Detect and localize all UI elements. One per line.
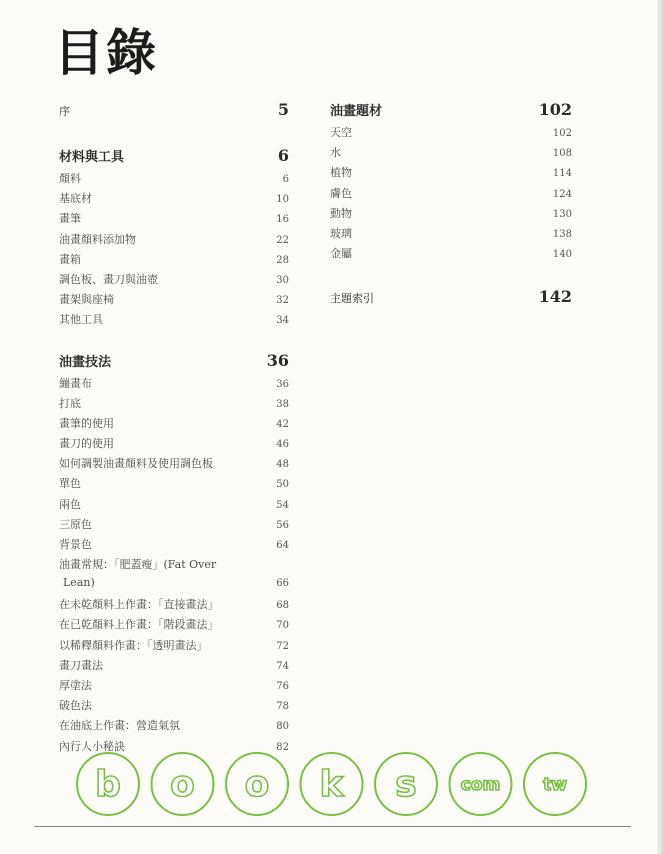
toc-entry[interactable] [59,271,289,291]
entry-label: 水 [330,146,341,160]
entry-label: 繃畫布 [59,376,92,390]
entry-label: 背景色 [59,538,92,551]
entry-label: 打底 [59,396,81,410]
entry-label: 以稀釋顏料作畫：「透明畫法」 [59,638,208,652]
watermark-circle [77,753,139,815]
entry-label-continued: Lean) [63,576,95,590]
entry-label: 畫箱 [59,252,81,266]
page-edge [657,0,663,854]
entry-label: 植物 [330,166,352,180]
entry-label: 兩色 [59,497,81,511]
entry-label: 破色法 [59,699,92,713]
watermark-letter: o [244,764,270,805]
toc-entry[interactable] [59,210,289,230]
toc-section-subjects[interactable] [330,100,572,124]
toc-entry[interactable] [330,164,572,184]
toc-section-preface[interactable] [59,100,289,124]
watermark-letter: tw [543,775,567,795]
toc-entry[interactable] [330,205,572,225]
section-page: 36 [266,350,289,370]
watermark-circle [301,753,363,815]
toc-entry[interactable] [59,475,289,495]
toc-entry[interactable] [59,291,289,311]
entry-label: 金屬 [330,247,352,261]
entry-page: 124 [552,188,572,200]
watermark-circle [524,753,586,815]
section-title: 油畫題材 [330,104,383,119]
entry-page: 16 [276,214,289,226]
toc-entry[interactable] [59,311,289,331]
entry-page: 54 [276,499,289,511]
entry-label: 單色 [59,477,81,491]
entry-page: 56 [276,519,289,531]
toc-entry[interactable] [59,677,289,697]
section-title: 序 [59,105,70,118]
toc-entry[interactable] [59,697,289,717]
watermark-circle [226,753,288,815]
toc-entry[interactable] [330,124,572,144]
toc-entry[interactable] [59,596,289,616]
books-com-tw-watermark [72,748,592,826]
watermark-circle [152,753,214,815]
toc-right-column [330,100,572,311]
toc-entry[interactable] [59,395,289,415]
watermark-letter: o [170,764,195,805]
entry-page: 50 [276,479,289,491]
toc-entry[interactable] [59,251,289,271]
entry-page: 22 [276,234,289,246]
toc-entry[interactable] [330,185,572,205]
toc-entry[interactable] [59,435,289,455]
toc-entry[interactable] [59,717,289,737]
entry-label: 在未乾顏料上作畫：「直接畫法」 [59,598,219,612]
entry-page: 140 [552,249,572,261]
section-title: 材料與工具 [59,150,125,165]
entry-label: 油畫顏料添加物 [59,232,136,246]
entry-page: 80 [276,721,289,733]
entry-page: 70 [276,620,289,632]
toc-section-techniques[interactable] [59,351,289,375]
entry-label: 如何調製油畫顏料及使用調色板 [59,457,213,471]
entry-label: 畫筆的使用 [59,416,114,430]
watermark-letter: k [319,764,344,805]
toc-entry[interactable] [330,225,572,245]
entry-page: 102 [552,128,572,139]
toc-entry[interactable] [59,496,289,516]
entry-label: 畫刀畫法 [59,658,103,672]
entry-label: 厚塗法 [59,678,92,692]
entry-label: 三原色 [59,517,92,531]
entry-page: 46 [276,439,289,451]
entry-label: 基底材 [59,192,92,206]
entry-label: 玻璃 [330,226,352,240]
entry-page: 36 [276,378,289,390]
toc-entry[interactable] [59,455,289,475]
watermark-letter: com [460,775,501,795]
entry-label: 油畫常規：「肥蓋瘦」(Fat Over [59,558,217,572]
toc-section-index[interactable] [330,287,572,311]
toc-entry[interactable] [59,516,289,536]
entry-page: 76 [276,680,289,692]
toc-entry[interactable] [330,144,572,164]
entry-label: 天空 [330,126,352,139]
entry-page: 82 [276,741,289,753]
entry-page: 42 [276,418,289,430]
toc-left-column [59,100,289,758]
entry-page: 38 [276,398,289,410]
entry-label: 畫筆 [59,212,81,226]
toc-entry[interactable] [330,245,572,265]
entry-page: 32 [276,295,289,307]
entry-page: 64 [276,540,289,551]
toc-entry[interactable] [59,170,289,190]
page-title: 目錄 [54,24,158,82]
entry-page: 108 [552,148,572,160]
entry-page: 72 [276,640,289,652]
entry-label: 在已乾顏料上作畫：「階段畫法」 [59,618,219,632]
section-page: 6 [277,146,289,165]
toc-entry[interactable] [59,375,289,395]
entry-label: 動物 [330,206,352,220]
entry-page: 74 [276,660,289,672]
section-title: 油畫技法 [59,354,112,370]
watermark-circle [450,753,512,815]
entry-label: 在油底上作畫：營造氣氛 [59,719,180,733]
entry-page: 78 [276,701,289,713]
entry-page: 6 [282,174,289,185]
entry-label: 其他工具 [59,313,103,327]
entry-label: 畫刀的使用 [59,437,114,451]
watermark-letter: s [395,764,417,805]
entry-page: 34 [276,315,289,327]
section-title: 主題索引 [330,292,374,306]
entry-page: 114 [552,168,572,180]
entry-page: 130 [552,208,572,220]
section-page: 102 [538,100,572,119]
watermark-letter: b [95,764,121,805]
entry-page: 66 [276,578,289,590]
entry-label: 調色板、畫刀與油壺 [59,272,158,286]
toc-entry[interactable] [59,657,289,677]
section-page: 5 [277,100,289,119]
entry-page: 138 [552,228,572,240]
entry-page: 28 [276,254,289,266]
entry-label: 膚色 [330,186,352,200]
entry-label: 畫架與座椅 [59,293,114,307]
toc-entry[interactable] [59,231,289,251]
toc-entry[interactable] [59,190,289,210]
toc-entry[interactable] [59,556,289,596]
entry-page: 68 [276,600,289,612]
toc-entry[interactable] [59,616,289,636]
section-page: 142 [538,287,572,307]
bottom-rule [34,826,631,827]
toc-section-materials[interactable] [59,146,289,170]
entry-label: 內行人小秘訣 [59,739,125,753]
entry-page: 10 [276,194,289,206]
toc-entry[interactable] [59,415,289,435]
toc-entry[interactable] [59,637,289,657]
toc-entry[interactable] [59,536,289,556]
entry-label: 顏料 [59,172,81,185]
entry-page: 30 [276,274,289,286]
watermark-circle [375,753,437,815]
entry-page: 48 [276,459,289,471]
